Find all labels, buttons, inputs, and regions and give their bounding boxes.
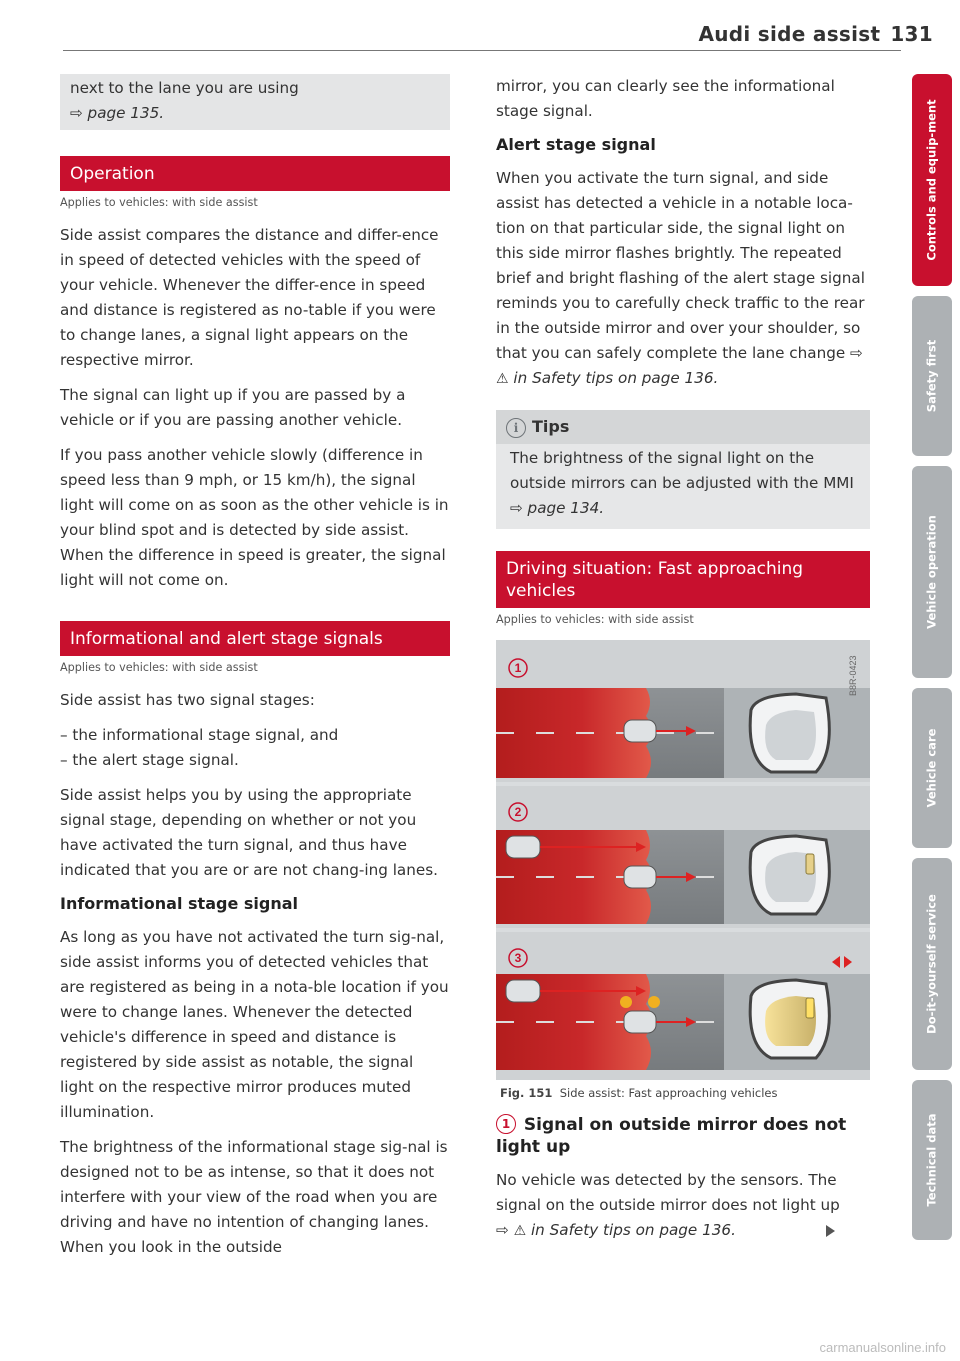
header-rule — [63, 50, 901, 51]
tab-label: Vehicle care — [924, 728, 939, 808]
tab-vehicle-operation[interactable] — [912, 466, 952, 678]
page-number: 131 — [890, 22, 933, 46]
running-header — [698, 22, 933, 46]
tips-page-link[interactable]: ⇨ page 134. — [510, 499, 605, 517]
driving-applies: Applies to vehicles: with side assist — [496, 613, 694, 626]
alert-para — [496, 166, 870, 392]
informational-para-cont: mirror, you can clearly see the informational stage signal. — [496, 77, 835, 120]
panel-2 — [496, 786, 870, 928]
watermark: carmanualsonline.info — [819, 1340, 946, 1355]
operation-applies: Applies to vehicles: with side assist — [60, 196, 258, 209]
operation-para-3: If you pass another vehicle slowly (difference in speed less than 9 mph, or 15 km/h), the signal light will come on as soon as the other vehicle is in your blind spot and is detected by side assist. When the difference in speed is greater, the signal light will not come on. — [60, 446, 449, 589]
arrow-ref-icon-2: ⇨ — [496, 1221, 509, 1239]
tab-do-it-yourself-service[interactable] — [912, 858, 952, 1070]
operation-para-2: The signal can light up if you are passed by a vehicle or if you are passing another vehicle. — [60, 386, 406, 429]
callout-1-icon: 1 — [496, 1114, 516, 1134]
stages-para-2: Side assist helps you by using the appropriate signal stage, depending on whether or not you have activated the turn signal, and thus have indicated that you are or are not chang-ing lanes. — [60, 786, 438, 879]
tab-label: Vehicle operation — [924, 515, 939, 629]
signal-text: No vehicle was detected by the sensors. The signal on the outside mirror does not light up — [496, 1171, 840, 1214]
figure-caption-text: Side assist: Fast approaching vehicles — [559, 1086, 778, 1100]
fast-approaching-illustration — [496, 640, 870, 1080]
figure-caption — [500, 1086, 870, 1100]
stages-list-item-1: – the informational stage signal, and — [60, 726, 339, 744]
tab-technical-data[interactable] — [912, 1080, 952, 1240]
signal-subheading-text: Signal on outside mirror does not light up — [496, 1115, 847, 1157]
tab-label: Controls and equip-ment — [924, 99, 939, 261]
operation-para-1: Side assist compares the distance and differ-ence in speed of detected vehicles with the speed of your vehicle. Whenever the differ-ence in speed and distance is registered as no-table if you were to change lanes, a signal light appears on the respective mirror. — [60, 226, 439, 369]
tab-label: Do-it-yourself service — [924, 894, 939, 1034]
panel-1 — [496, 640, 870, 782]
continued-box — [60, 74, 450, 130]
warning-triangle-icon: ⚠ — [496, 371, 509, 387]
operation-heading: Operation — [60, 156, 450, 191]
tips-text: The brightness of the signal light on the outside mirrors can be adjusted with the MMI — [510, 449, 854, 492]
tips-header — [496, 410, 870, 444]
info-icon: i — [506, 418, 526, 438]
page-ref-link[interactable]: ⇨ page 135. — [70, 104, 165, 122]
tab-controls-and-equipment[interactable] — [912, 74, 952, 286]
left-column — [60, 74, 450, 1270]
tab-label: Safety first — [924, 339, 939, 413]
signal-para — [496, 1168, 870, 1244]
alert-text: When you activate the turn signal, and side assist has detected a vehicle in a notable loca-tion on that particular side, the signal light on this side mirror flashes brightly. The repeated brief and bright flashing of the alert stage signal reminds you to carefully check traffic to the rear in the outside mirror and over your shoulder, so that you can safely complete the lane change — [496, 169, 865, 362]
panel-3-number: 3 — [514, 951, 522, 965]
tab-vehicle-care[interactable] — [912, 688, 952, 848]
informational-para-1: As long as you have not activated the turn sig-nal, side assist informs you of detected vehicles that are registered as being in a nota-ble location if you were to change lanes. Whenever the detected vehicle's difference in speed and distance is registered by side assist as notable, the signal light on the respective mirror produces muted illumination. — [60, 928, 449, 1121]
panel-3 — [496, 932, 870, 1080]
panel-2-number: 2 — [514, 805, 522, 819]
figure-code: B8R-0423 — [848, 655, 858, 696]
tab-safety-first[interactable] — [912, 296, 952, 456]
stages-para-1: Side assist has two signal stages: — [60, 691, 315, 709]
stages-heading: Informational and alert stage signals — [60, 621, 450, 656]
driving-heading: Driving situation: Fast approaching vehicles — [496, 551, 870, 608]
tips-box — [496, 444, 870, 529]
header-section-title: Audi side assist — [698, 22, 881, 46]
signal-subheading — [496, 1114, 870, 1158]
warning-triangle-icon-2: ⚠ — [513, 1223, 527, 1239]
right-column — [496, 74, 870, 1254]
figure-label: Fig. 151 — [500, 1086, 553, 1100]
safety-tips-link[interactable]: in Safety tips on page 136. — [513, 369, 719, 387]
stages-applies: Applies to vehicles: with side assist — [60, 661, 258, 674]
arrow-ref-icon: ⇨ — [850, 344, 863, 362]
figure-151 — [496, 640, 870, 1080]
safety-tips-link-2[interactable]: in Safety tips on page 136. — [530, 1221, 736, 1239]
informational-para-2: The brightness of the informational stage sig-nal is designed not to be as intense, so that it does not interfere with your view of the road when you are driving and have no intention of changing lanes. When you look in the outside — [60, 1138, 448, 1256]
continue-arrow-icon — [826, 1225, 835, 1237]
tips-title: Tips — [532, 417, 570, 436]
informational-subheading: Informational stage signal — [60, 894, 298, 913]
tab-label: Technical data — [924, 1113, 939, 1207]
panel-1-number: 1 — [514, 661, 522, 675]
alert-subheading: Alert stage signal — [496, 135, 656, 154]
stages-list-item-2: – the alert stage signal. — [60, 751, 239, 769]
continued-text: next to the lane you are using — [70, 79, 299, 97]
